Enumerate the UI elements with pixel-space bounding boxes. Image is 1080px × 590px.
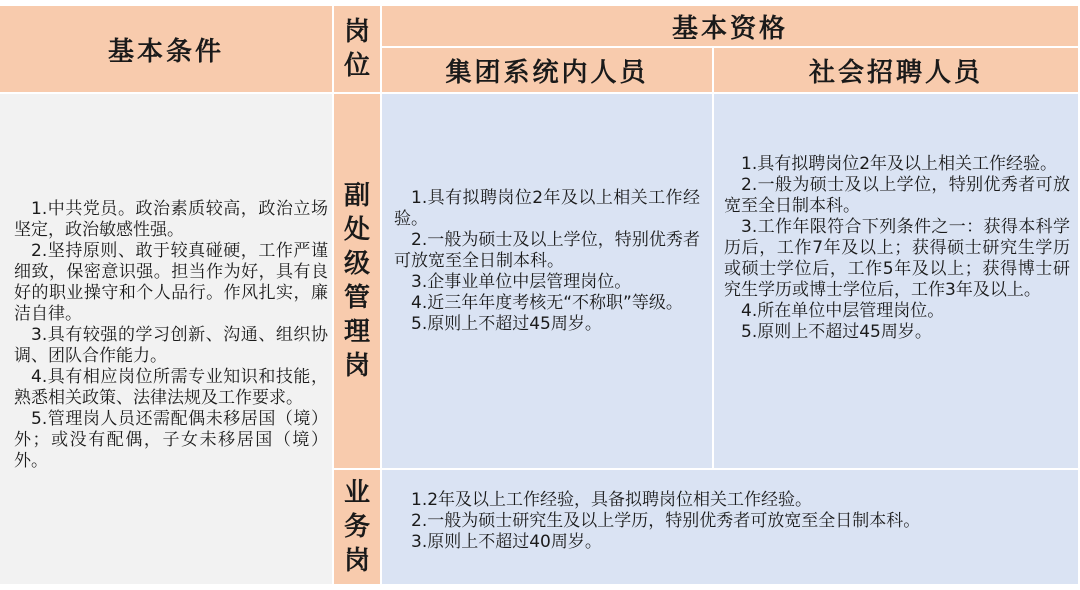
business-requirements-list bbox=[394, 490, 1066, 553]
public-requirement-item: 4.所在单位中层管理岗位。 bbox=[741, 301, 945, 321]
internal-requirements-list bbox=[394, 188, 700, 335]
public-requirements-list bbox=[724, 154, 1070, 343]
public-requirement-item: 5.原则上不超过45周岁。 bbox=[741, 322, 932, 342]
header-basic-conditions: 基本条件 bbox=[0, 6, 332, 92]
public-requirement-item: 2.一般为硕士及以上学位，特别优秀者可放宽至全日制本科。 bbox=[724, 175, 1070, 216]
basic-condition-item: 3.具有较强的学习创新、沟通、组织协调、团队合作能力。 bbox=[14, 324, 328, 366]
public-requirements-cell bbox=[714, 94, 1078, 468]
internal-requirement-item: 2.一般为硕士及以上学位，特别优秀者可放宽至全日制本科。 bbox=[394, 230, 700, 271]
position-business bbox=[334, 470, 380, 584]
basic-conditions-list bbox=[14, 199, 328, 472]
business-requirement-item: 3.原则上不超过40周岁。 bbox=[411, 532, 602, 552]
basic-condition-item: 5.管理岗人员还需配偶未移居国（境）外；或没有配偶，子女未移居国（境）外。 bbox=[14, 408, 328, 471]
internal-requirements-cell bbox=[382, 94, 712, 468]
internal-requirement-item: 4.近三年年度考核无“不称职”等级。 bbox=[411, 293, 683, 313]
header-basic-qualifications: 基本资格 bbox=[382, 6, 1078, 46]
header-public-recruitment: 社会招聘人员 bbox=[714, 48, 1078, 92]
header-position bbox=[334, 6, 380, 92]
public-requirement-item: 1.具有拟聘岗位2年及以上相关工作经验。 bbox=[741, 154, 1058, 174]
basic-conditions-cell bbox=[0, 94, 332, 584]
basic-condition-item: 2.坚持原则、敢于较真碰硬，工作严谨细致，保密意识强。担当作为好，具有良好的职业操守和个人品行。作风扎实，廉洁自律。 bbox=[14, 240, 328, 324]
basic-condition-item: 1.中共党员。政治素质较高，政治立场坚定，政治敏感性强。 bbox=[14, 198, 328, 240]
public-requirement-item: 3.工作年限符合下列条件之一：获得本科学历后，工作7年及以上；获得硕士研究生学历或硕士学位后，工作5年及以上；获得博士研究生学历或博士学位后，工作3年及以上。 bbox=[724, 217, 1070, 300]
internal-requirement-item: 3.企事业单位中层管理岗位。 bbox=[411, 272, 632, 292]
internal-requirement-item: 5.原则上不超过45周岁。 bbox=[411, 314, 602, 334]
business-requirement-item: 2.一般为硕士研究生及以上学历，特别优秀者可放宽至全日制本科。 bbox=[411, 511, 921, 531]
internal-requirement-item: 1.具有拟聘岗位2年及以上相关工作经验。 bbox=[394, 188, 700, 229]
basic-condition-item: 4.具有相应岗位所需专业知识和技能，熟悉相关政策、法律法规及工作要求。 bbox=[14, 366, 328, 408]
position-deputy-manager-label: 副处级管理岗 bbox=[343, 181, 370, 381]
business-requirement-item: 1.2年及以上工作经验，具备拟聘岗位相关工作经验。 bbox=[411, 490, 813, 510]
header-internal-staff: 集团系统内人员 bbox=[382, 48, 712, 92]
header-position-label: 岗位 bbox=[343, 17, 370, 81]
business-requirements-cell bbox=[382, 470, 1078, 584]
position-deputy-manager bbox=[334, 94, 380, 468]
position-business-label: 业务岗 bbox=[343, 478, 370, 576]
